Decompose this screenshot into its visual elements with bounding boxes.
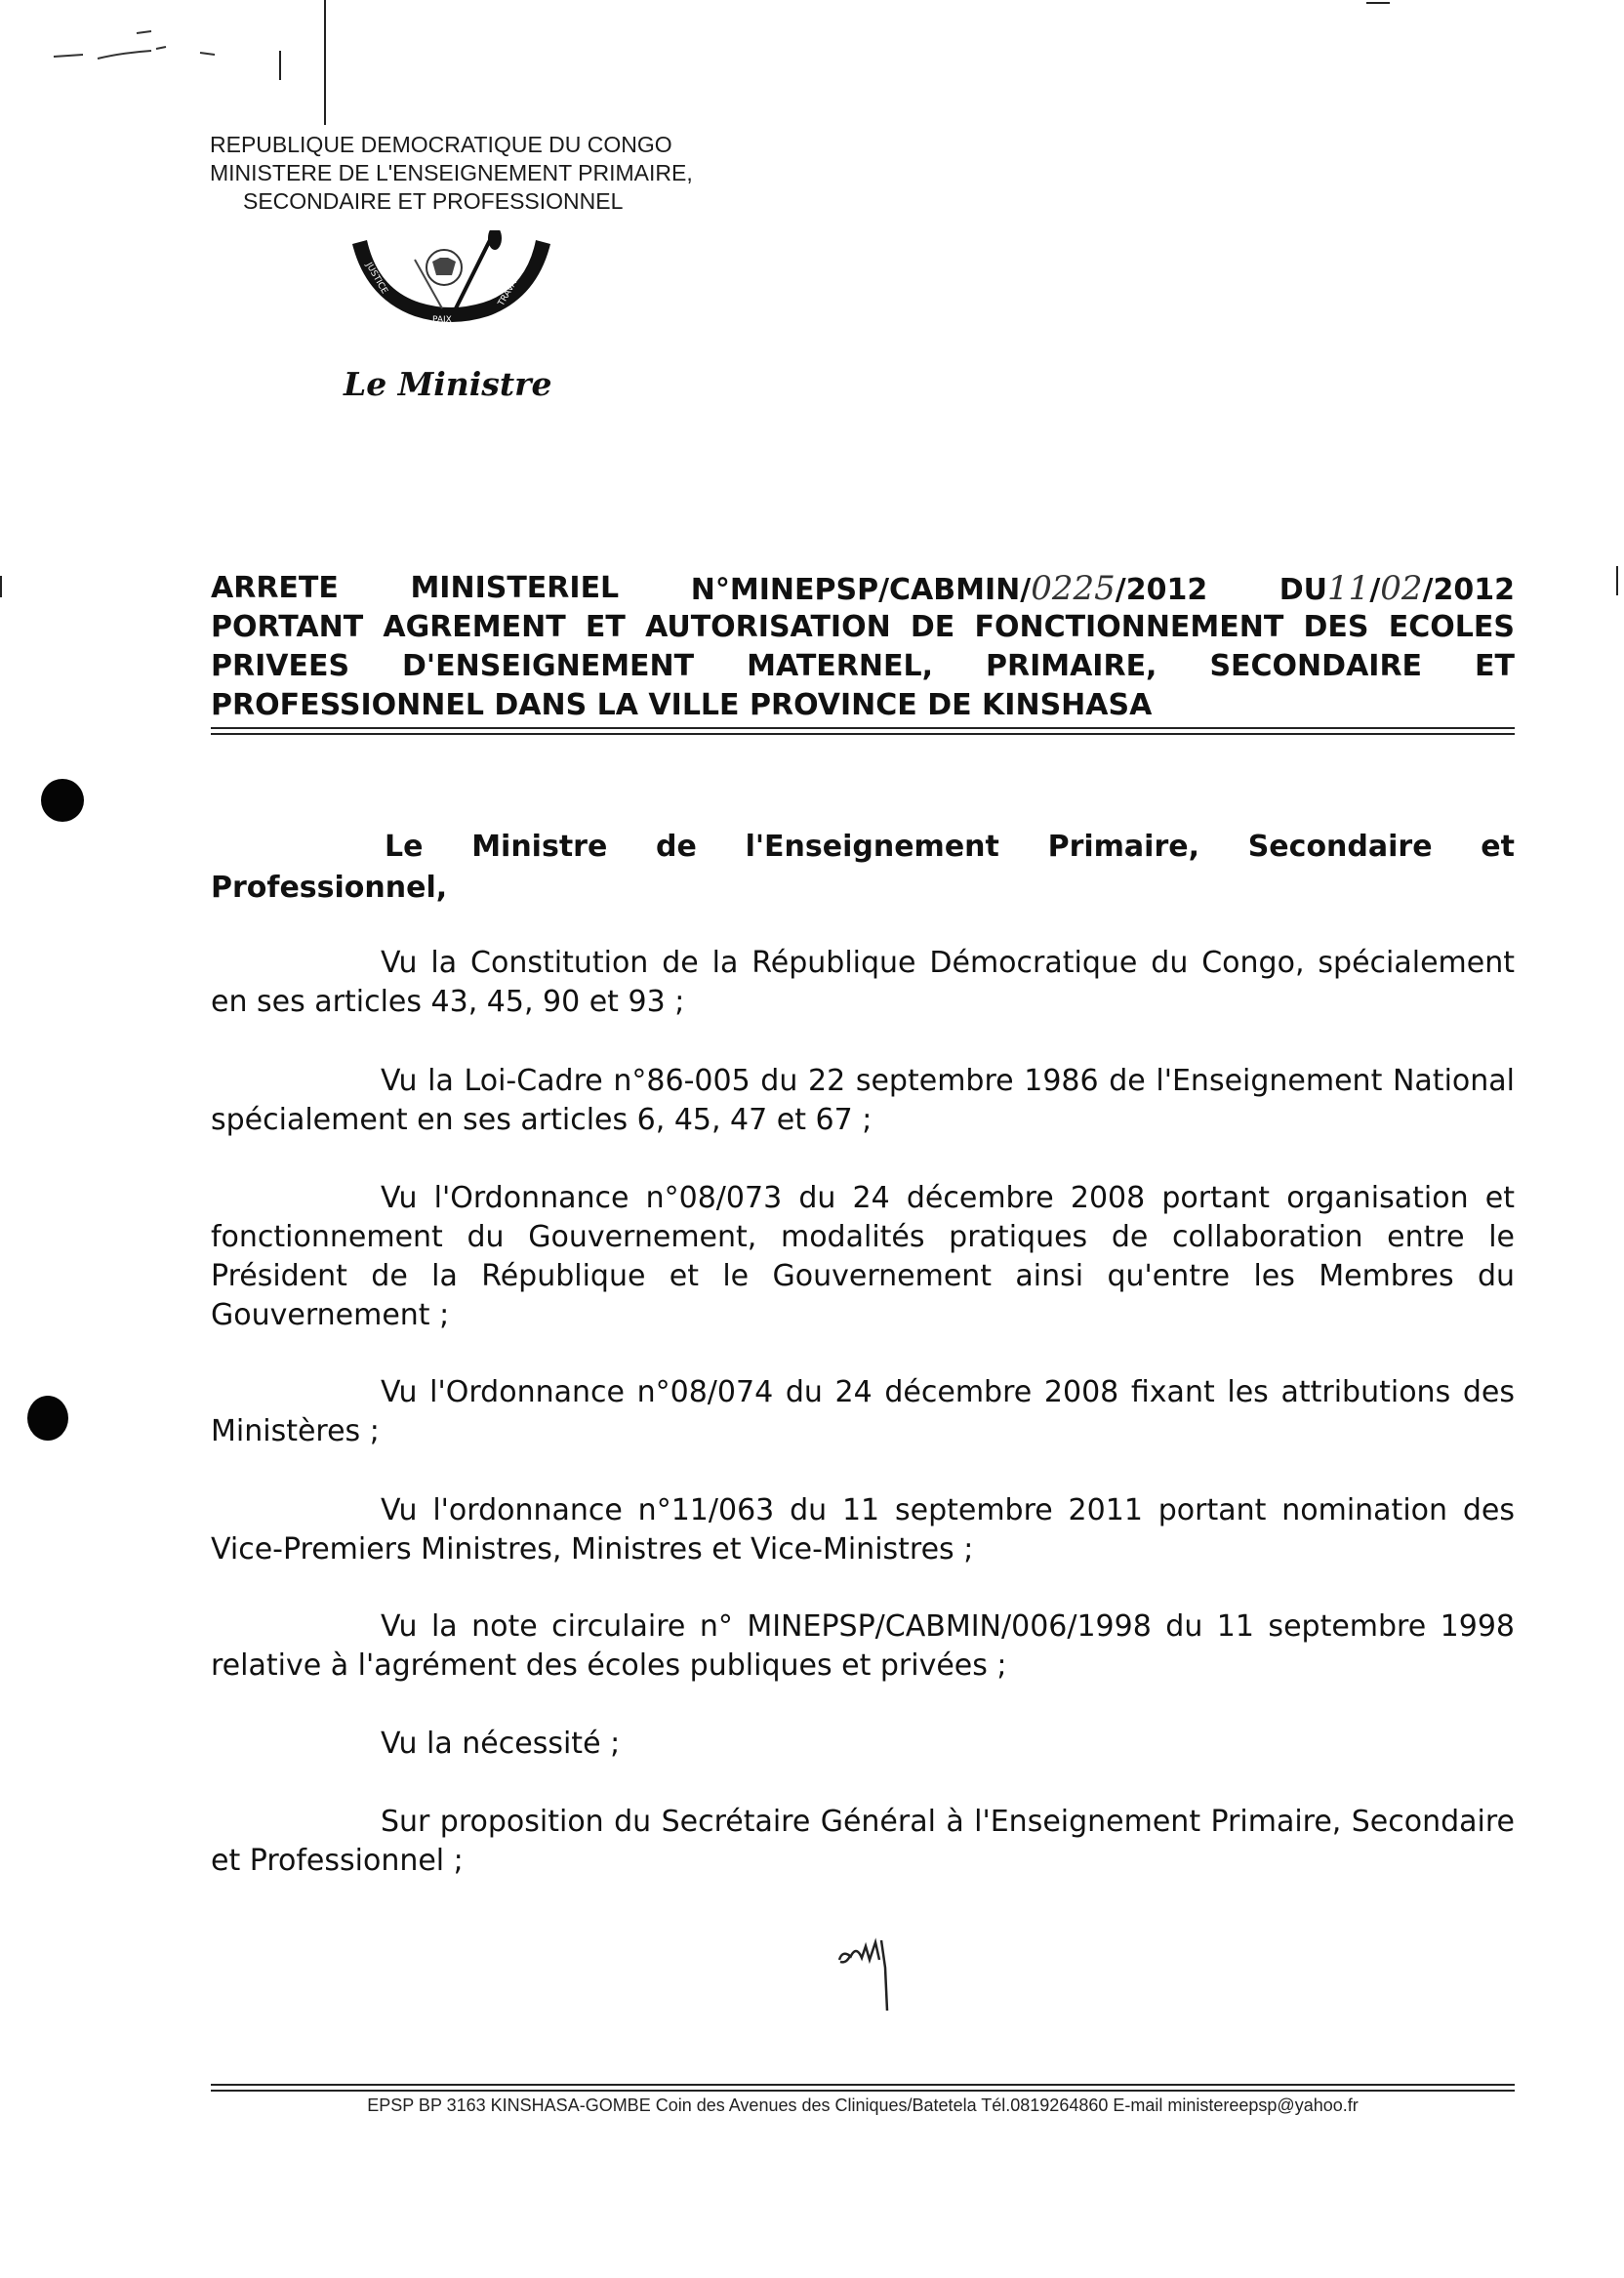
scan-mark-top-vertical xyxy=(324,0,326,125)
preamble-constitution: Vu la Constitution de la République Démocratique du Congo, spécialement en ses articles 43, 45, 90 et 93 ; xyxy=(211,946,1515,1019)
heading-divider-top xyxy=(211,727,1515,729)
preamble-proposition: Sur proposition du Secrétaire Général à l'Enseignement Primaire, Secondaire et Professionnel ; xyxy=(211,1805,1515,1878)
footer-address: EPSP BP 3163 KINSHASA-GOMBE Coin des Avenues des Cliniques/Batetela Tél.0819264860 E-mail ministereepsp@yahoo.fr xyxy=(367,2095,1359,2115)
decree-number: N°MINEPSP/CABMIN/0225/2012 xyxy=(690,569,1208,608)
decree-word: FONCTIONNEMENT xyxy=(974,610,1284,644)
preamble-ordonnance-08-073: Vu l'Ordonnance n°08/073 du 24 décembre 2008 portant organisation et fonctionnement du Gouvernement, modalités pratiques de collaboration entre le Président de la République et le Gouvernement ainsi qu'entre les Membres du Gouvernement ; xyxy=(211,1181,1515,1332)
letterhead xyxy=(210,131,693,216)
decree-word: ET xyxy=(1475,649,1515,683)
intro-line-2: Professionnel, xyxy=(211,871,448,905)
handwritten-initials-signature xyxy=(834,1932,913,2025)
decree-word: DES xyxy=(1303,610,1369,644)
decree-word: MATERNEL, xyxy=(747,649,934,683)
scan-mark-left-edge xyxy=(0,576,2,597)
decree-heading xyxy=(211,569,1515,725)
intro-line-1 xyxy=(211,827,1515,868)
punch-hole-bottom xyxy=(27,1396,68,1441)
scan-mark-top-right xyxy=(1366,2,1390,4)
scan-scribble-top-left xyxy=(44,20,220,68)
preamble-loi-cadre: Vu la Loi-Cadre n°86-005 du 22 septembre 1986 de l'Enseignement National spécialement en ses articles 6, 45, 47 et 67 ; xyxy=(211,1064,1515,1137)
intro-word: de xyxy=(656,830,697,864)
minister-title: Le Ministre xyxy=(344,365,552,403)
intro-word: Secondaire xyxy=(1247,830,1433,864)
national-emblem-icon xyxy=(346,230,556,343)
decree-word: ECOLES xyxy=(1388,610,1515,644)
handwritten-day: 11 xyxy=(1327,569,1370,608)
decree-line-2 xyxy=(211,608,1515,647)
decree-word: ARRETE xyxy=(211,571,339,605)
footer-divider-bottom xyxy=(211,2090,1515,2092)
preamble-ordonnance-08-074: Vu l'Ordonnance n°08/074 du 24 décembre 2008 fixant les attributions des Ministères ; xyxy=(211,1375,1515,1448)
decree-line-3 xyxy=(211,647,1515,686)
decree-word: DE xyxy=(910,610,955,644)
decree-word: ET xyxy=(585,610,626,644)
decree-line-4: PROFESSIONNEL DANS LA VILLE PROVINCE DE KINSHASA xyxy=(211,688,1153,722)
footer-divider-top xyxy=(211,2084,1515,2086)
letterhead-country: REPUBLIQUE DEMOCRATIQUE DU CONGO xyxy=(210,132,672,157)
decree-word: MINISTERIEL xyxy=(410,571,620,605)
decree-word: AGREMENT xyxy=(383,610,566,644)
heading-divider-bottom xyxy=(211,733,1515,735)
preamble-ordonnance-11-063: Vu l'ordonnance n°11/063 du 11 septembre 2011 portant nomination des Vice-Premiers Ministres, Ministres et Vice-Ministres ; xyxy=(211,1493,1515,1566)
decree-word: AUTORISATION xyxy=(645,610,891,644)
decree-word: SECONDAIRE xyxy=(1209,649,1423,683)
handwritten-number: 0225 xyxy=(1031,569,1116,608)
svg-text:JUSTICE: JUSTICE xyxy=(363,261,389,296)
intro-heading xyxy=(211,827,1515,909)
decree-line-1 xyxy=(211,569,1515,608)
decree-word: PRIVEES xyxy=(211,649,350,683)
intro-word: et xyxy=(1481,830,1515,864)
svg-text:TRAVAIL: TRAVAIL xyxy=(496,271,523,308)
scan-mark-top-left-1 xyxy=(279,51,281,80)
decree-word: PRIMAIRE, xyxy=(985,649,1157,683)
punch-hole-top xyxy=(41,779,84,822)
decree-word: D'ENSEIGNEMENT xyxy=(402,649,695,683)
intro-word: l'Enseignement xyxy=(745,830,999,864)
preamble-necessite: Vu la nécessité ; xyxy=(381,1727,621,1761)
intro-word: Le xyxy=(385,830,424,864)
letterhead-ministry: MINISTERE DE L'ENSEIGNEMENT PRIMAIRE, xyxy=(210,160,693,185)
intro-word: Ministre xyxy=(471,830,608,864)
scan-mark-right-edge xyxy=(1616,566,1618,595)
intro-word: Primaire, xyxy=(1047,830,1199,864)
svg-text:PAIX: PAIX xyxy=(432,315,452,325)
preamble-note-circulaire: Vu la note circulaire n° MINEPSP/CABMIN/006/1998 du 11 septembre 1998 relative à l'agrément des écoles publiques et privées ; xyxy=(211,1609,1515,1683)
decree-date: DU11/02/2012 xyxy=(1279,569,1515,608)
letterhead-ministry-cont: SECONDAIRE ET PROFESSIONNEL xyxy=(243,188,624,214)
handwritten-month: 02 xyxy=(1380,569,1423,608)
decree-word: PORTANT xyxy=(211,610,364,644)
